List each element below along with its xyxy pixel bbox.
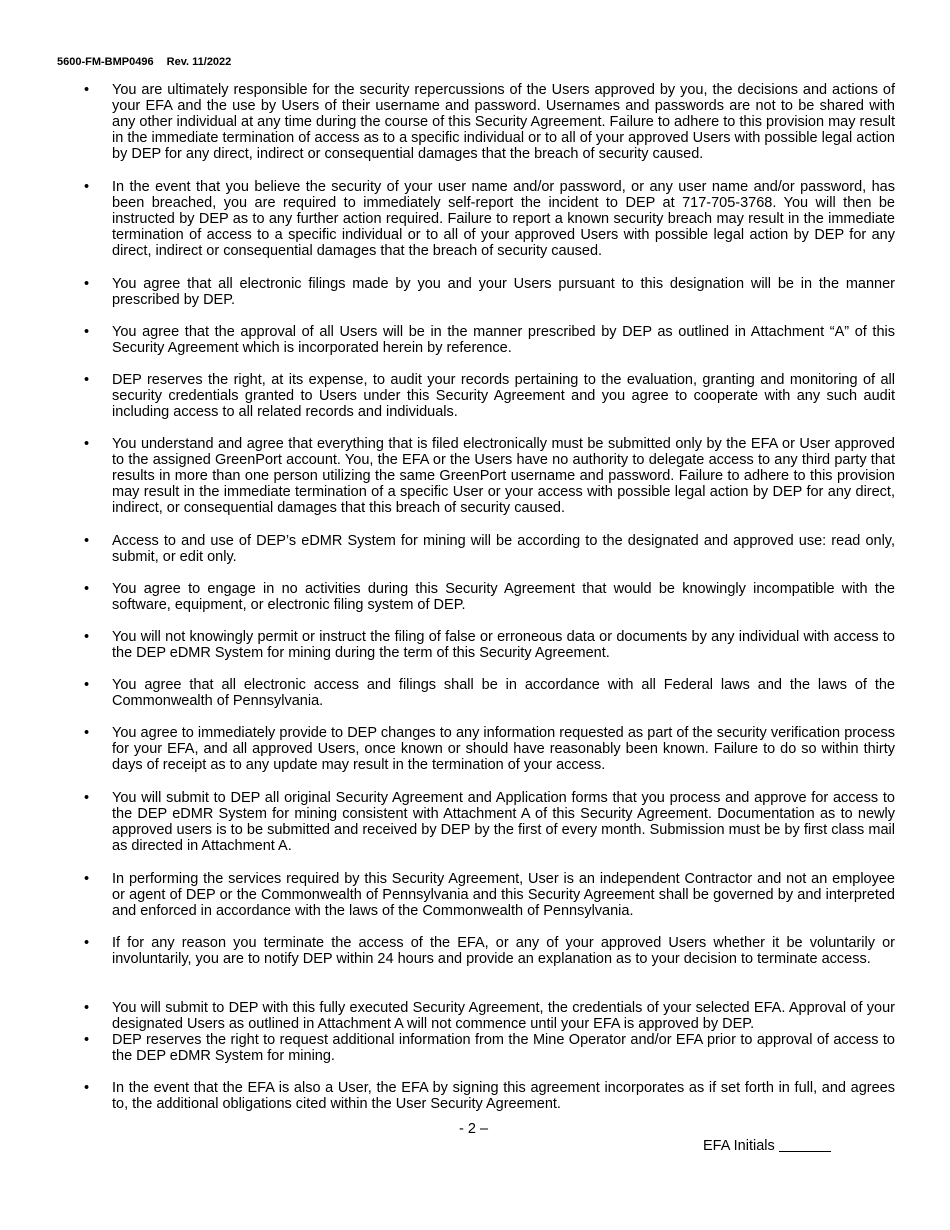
term-text: You understand and agree that everything that is filed electronically must be submitted only by the EFA or User approved to the assigned GreenPort account. You, the EFA or the Users have no authority to delegate access to any third party that results in more than one person utilizing the same GreenPort username and password. Failure to adhere to this provision may result in the immediate termination of a specific User or your access with possible legal action by DEP for any direct, indirect, or consequential damages that this breach of security caused.: [112, 436, 895, 517]
bullet-icon: •: [84, 1032, 90, 1048]
term-text: You agree that all electronic access and filings shall be in accordance with all Federal laws and the laws of the Commonwealth of Pennsylvania.: [112, 677, 895, 710]
form-identifier: [57, 56, 241, 68]
efa-initials-label: EFA Initials: [703, 1138, 775, 1154]
bullet-icon: •: [84, 82, 90, 98]
list-item: [84, 629, 895, 661]
list-item: [84, 1080, 895, 1112]
term-text: You will not knowingly permit or instruct the filing of false or erroneous data or documents by any individual with access to the DEP eDMR System for mining during the term of this Security Agreement.: [112, 629, 895, 662]
list-item: [84, 324, 895, 356]
term-text: In performing the services required by this Security Agreement, User is an independent Contractor and not an employee or agent of DEP or the Commonwealth of Pennsylvania and this Security Agreement shall be governed by and interpreted and enforced in accordance with the laws of the Commonwealth of Pennsylvania.: [112, 871, 895, 920]
bullet-icon: •: [84, 581, 90, 597]
term-text: Access to and use of DEP’s eDMR System for mining will be according to the designated and approved use: read only, submit, or edit only.: [112, 533, 895, 566]
bullet-icon: •: [84, 533, 90, 549]
bullet-icon: •: [84, 276, 90, 292]
term-text: In the event that you believe the security of your user name and/or password, or any user name and/or password, has been breached, you are required to immediately self-report the incident to DEP at 717-705-3768. You will then be instructed by DEP as to any further action required. Failure to report a known security breach may result in the immediate termination of access to a specific individual or to all of your approved Users with possible legal action by DEP for any direct, indirect or consequential damages that the breach of security caused.: [112, 179, 895, 260]
form-number: 5600-FM-BMP0496: [57, 56, 154, 68]
list-item: [84, 935, 895, 967]
list-item: [84, 790, 895, 854]
bullet-icon: •: [84, 436, 90, 452]
bullet-icon: •: [84, 179, 90, 195]
term-text: You agree to engage in no activities during this Security Agreement that would be knowingly incompatible with the software, equipment, or electronic filing system of DEP.: [112, 581, 895, 614]
list-item: [84, 533, 895, 565]
page-number: - 2 –: [459, 1121, 489, 1137]
term-text: DEP reserves the right to request additional information from the Mine Operator and/or EFA prior to approval of access to the DEP eDMR System for mining.: [112, 1032, 895, 1065]
list-item: [84, 725, 895, 773]
list-item: [84, 179, 895, 259]
bullet-icon: •: [84, 790, 90, 806]
list-item: [84, 581, 895, 613]
bullet-icon: •: [84, 677, 90, 693]
bullet-icon: •: [84, 1080, 90, 1096]
list-item: [84, 677, 895, 709]
term-text: If for any reason you terminate the access of the EFA, or any of your approved Users whether it be voluntarily or involuntarily, you are to notify DEP within 24 hours and provide an explanation as to your decision to terminate access.: [112, 935, 895, 968]
term-text: You will submit to DEP with this fully executed Security Agreement, the credentials of your selected EFA. Approval of your designated Users as outlined in Attachment A will not commence until your EFA is approved by DEP.: [112, 1000, 895, 1033]
term-text: In the event that the EFA is also a User, the EFA by signing this agreement incorporates as if set forth in full, and agrees to, the additional obligations cited within the User Security Agreement.: [112, 1080, 895, 1113]
term-text: You agree that the approval of all Users will be in the manner prescribed by DEP as outlined in Attachment “A” of this Security Agreement which is incorporated herein by reference.: [112, 324, 895, 357]
list-item: [84, 372, 895, 420]
list-item: [84, 871, 895, 919]
list-item: [84, 436, 895, 516]
term-text: DEP reserves the right, at its expense, to audit your records pertaining to the evaluation, granting and monitoring of all security credentials granted to Users under this Security Agreement and you agree to cooperate with any such audit including access to all related records and individuals.: [112, 372, 895, 421]
bullet-icon: •: [84, 1000, 90, 1016]
initials-blank-line[interactable]: [779, 1138, 831, 1152]
list-item: [84, 276, 895, 308]
term-text: You agree to immediately provide to DEP changes to any information requested as part of the security verification process for your EFA, and all approved Users, once known or should have reasonably been known. Failure to do so within thirty days of receipt as to any update may result in the termination of your access.: [112, 725, 895, 774]
bullet-icon: •: [84, 324, 90, 340]
bullet-icon: •: [84, 871, 90, 887]
list-item: [84, 1032, 895, 1064]
bullet-icon: •: [84, 725, 90, 741]
bullet-icon: •: [84, 372, 90, 388]
efa-initials-field: [703, 1138, 831, 1154]
bullet-icon: •: [84, 629, 90, 645]
list-item: [84, 82, 895, 162]
bullet-icon: •: [84, 935, 90, 951]
revision-date: Rev. 11/2022: [166, 56, 232, 68]
term-text: You are ultimately responsible for the security repercussions of the Users approved by you, the decisions and actions of your EFA and the use by Users of their username and password. Usernames and passwords are not to be shared with any other individual at any time during the course of this Security Agreement. Failure to adhere to this provision may result in the immediate termination of access as to a specific individual or to all of your approved Users with possible legal action by DEP for any direct, indirect or consequential damages that the breach of security caused.: [112, 82, 895, 163]
term-text: You agree that all electronic filings made by you and your Users pursuant to this designation will be in the manner prescribed by DEP.: [112, 276, 895, 309]
list-item: [84, 1000, 895, 1032]
term-text: You will submit to DEP all original Security Agreement and Application forms that you process and approve for access to the DEP eDMR System for mining consistent with Attachment A of this Security Agreement. Documentation as to newly approved users is to be submitted and received by DEP by the first of every month. Submission must be by first class mail as directed in Attachment A.: [112, 790, 895, 855]
